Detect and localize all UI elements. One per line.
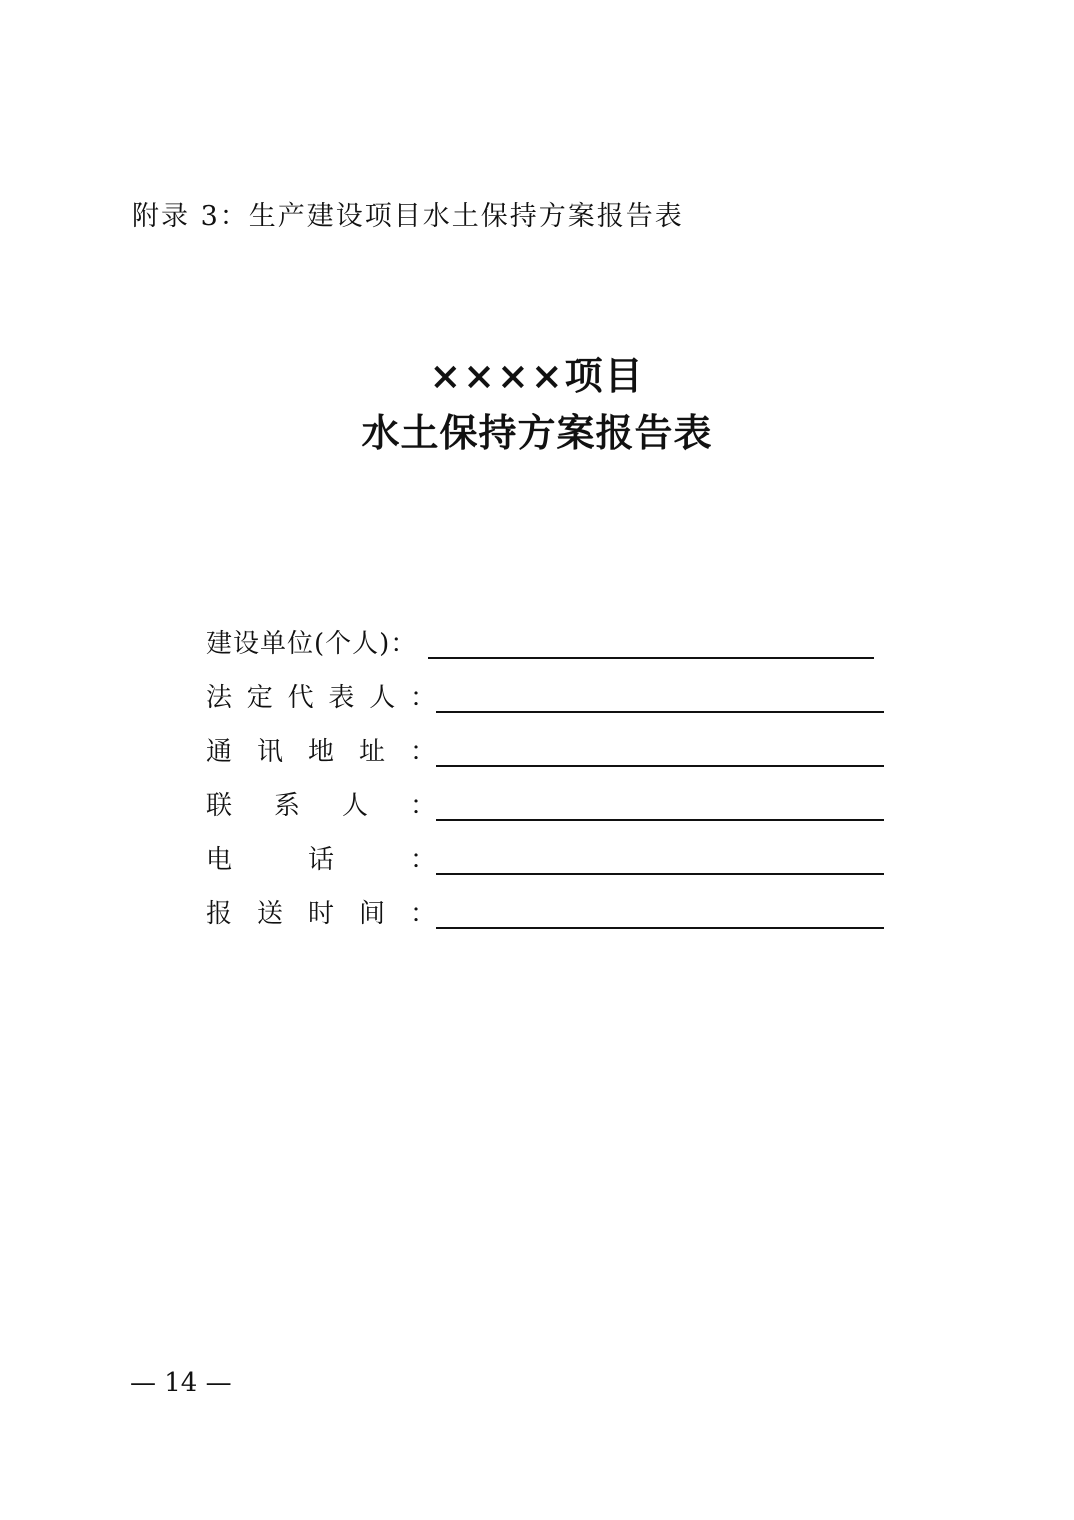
label-char: 系 [273,791,300,821]
label-char: 址 [358,737,385,767]
field-row-address [206,732,896,786]
field-line-phone[interactable] [436,873,884,875]
label-char: 人 [369,683,396,713]
field-line-address[interactable] [436,765,884,767]
field-label-contact [206,786,436,826]
label-char: 时 [307,899,334,929]
label-char: 话 [307,845,334,875]
label-char: ： [409,899,436,929]
label-char: 讯 [256,737,283,767]
field-row-builder [206,624,896,678]
field-line-builder[interactable] [428,657,874,659]
label-char: 表 [328,683,355,713]
label-char: ： [409,791,436,821]
label-char: 电 [206,845,233,875]
field-label-phone [206,840,436,880]
project-title: ××××项目 [429,353,645,398]
field-row-legal-rep [206,678,896,732]
field-row-submit-time [206,894,896,948]
page-number: — 14 — [130,1368,232,1398]
label-char: ： [409,737,436,767]
field-label-builder: 建设单位(个人)： [206,629,418,659]
label-char: 地 [307,737,334,767]
label-char: ： [409,683,436,713]
field-row-contact [206,786,896,840]
field-line-contact[interactable] [436,819,884,821]
field-label-submit-time [206,894,436,934]
field-line-legal-rep[interactable] [436,711,884,713]
label-char: 代 [287,683,314,713]
label-char: 送 [256,899,283,929]
field-line-submit-time[interactable] [436,927,884,929]
field-label-address [206,732,436,772]
label-char: 联 [206,791,233,821]
field-row-phone [206,840,896,894]
appendix-label: 附录 3：生产建设项目水土保持方案报告表 [132,201,684,232]
cover-fields [206,624,896,948]
label-char: 人 [341,791,368,821]
label-char: 报 [206,899,233,929]
label-char: 通 [206,737,233,767]
label-char: 定 [246,683,273,713]
label-char: 法 [206,683,233,713]
field-label-legal-rep [206,678,436,718]
report-title: 水土保持方案报告表 [361,410,713,455]
label-char: ： [409,845,436,875]
label-char: 间 [358,899,385,929]
